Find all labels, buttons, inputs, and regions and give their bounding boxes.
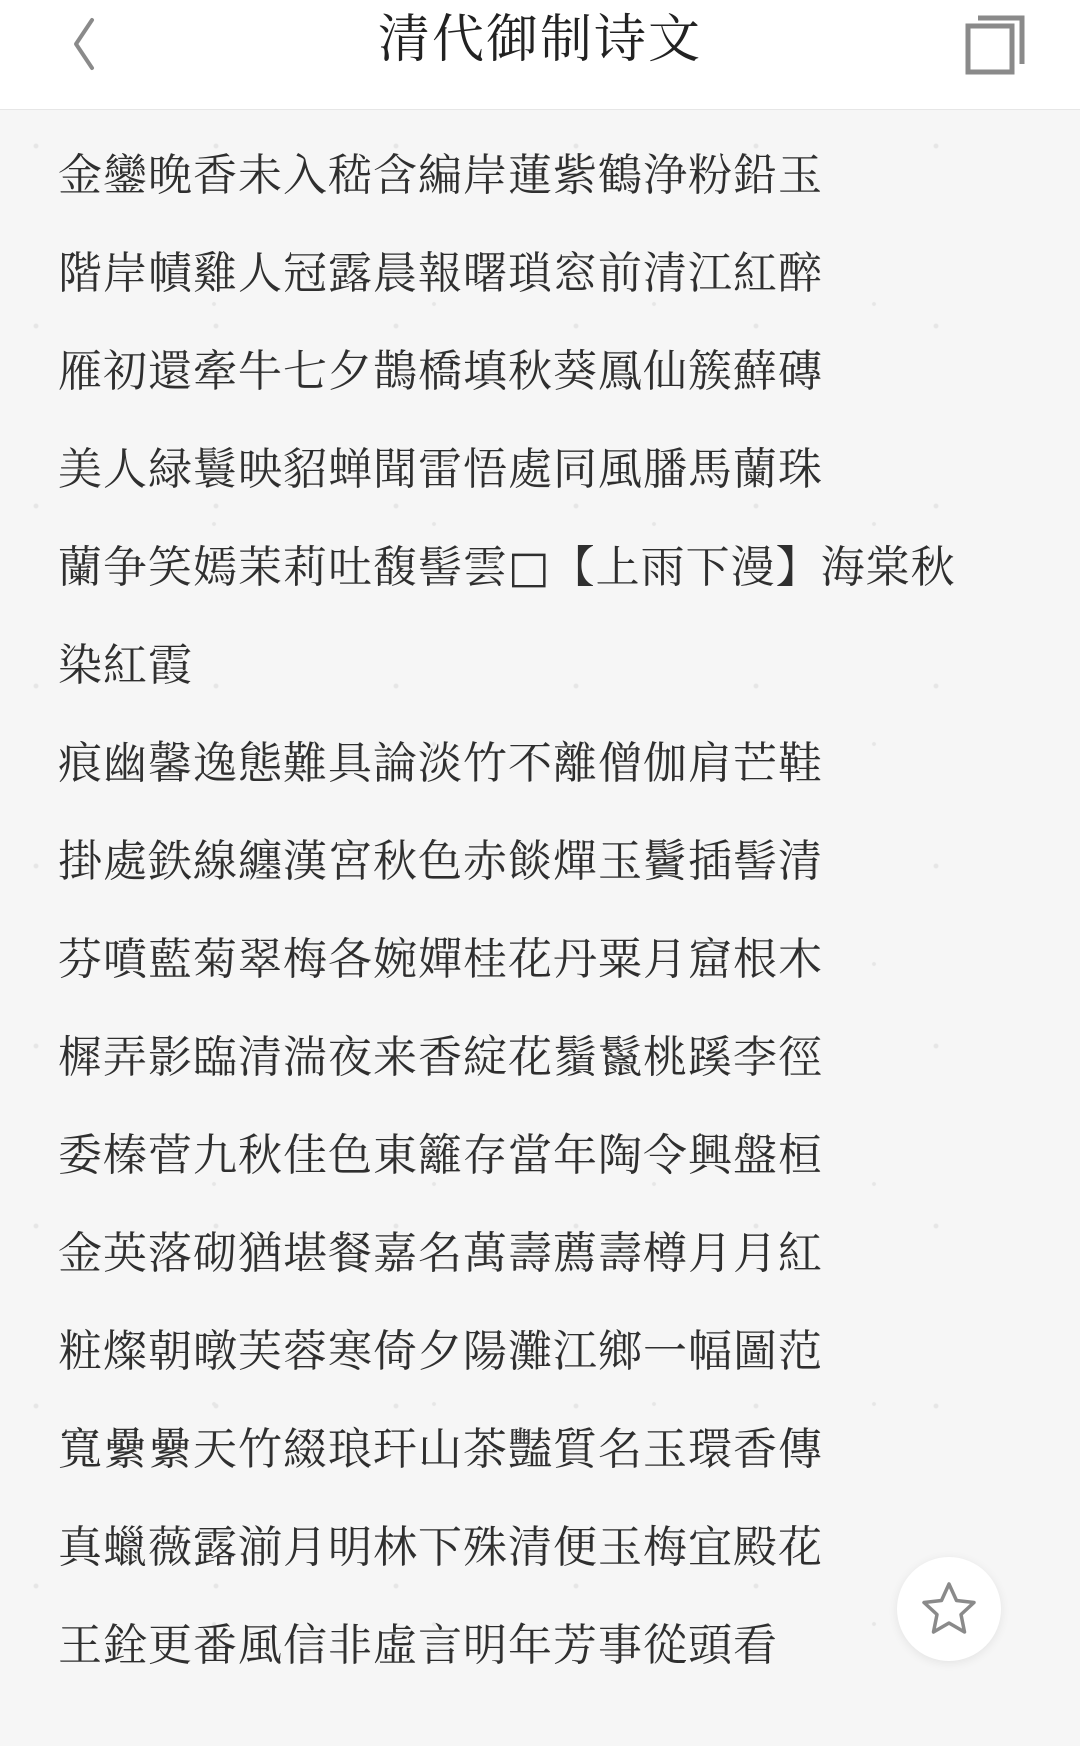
poem-line: 雁初還牽牛七夕鵲橋填秋葵鳳仙簇蘚磚 xyxy=(58,346,823,397)
poem-line: 委榛菅九秋佳色東籬存當年陶令興盤桓 xyxy=(58,1130,823,1181)
poem-line: 金英落砌猶堪餐嘉名萬壽薦壽樽月月紅 xyxy=(58,1228,823,1279)
copy-icon xyxy=(964,14,1028,78)
poem-line: 染紅霞 xyxy=(58,640,193,691)
poem-line: 芬噴藍菊翠梅各婉嬋桂花丹粟月窟根木 xyxy=(58,934,823,985)
poem-line: 美人緑鬟映貂蝉聞雷悟處同風膰馬蘭珠 xyxy=(58,444,823,495)
page-title: 清代御制诗文 xyxy=(377,10,702,70)
top-navigation-bar xyxy=(0,0,1080,110)
poem-line: 金鑾晚香未入嵇含編岸蓮紫鶴浄粉鉛玉 xyxy=(58,150,823,201)
poem-line: 掛處鉄線纏漢宮秋色赤餤燀玉鬢插髻清 xyxy=(58,836,823,887)
poem-line: 蘭争笑嫣茉莉吐馥髻雲□【上雨下漫】海棠秋 xyxy=(58,542,956,593)
poem-line: 寬纍纍天竹綴琅玕山茶豔質名玉環香傳 xyxy=(58,1424,823,1475)
favorite-button[interactable] xyxy=(897,1557,1001,1661)
copy-button[interactable] xyxy=(964,14,1028,78)
star-outline-icon xyxy=(918,1578,980,1640)
poem-line: 樨弄影臨清湍夜来香綻花鬚鬣桃蹊李徑 xyxy=(58,1032,823,1083)
poem-content xyxy=(58,127,1022,1695)
poem-line: 階岸幘雞人冠露晨報曙瑣窓前清江紅醉 xyxy=(58,248,823,299)
poem-line: 粧燦朝暾芙蓉寒倚夕陽灘江鄉一幅圖范 xyxy=(58,1326,823,1377)
poem-line: 王銓更番風信非虛言明年芳事從頭看 xyxy=(58,1620,778,1671)
poem-line: 真蠟薇露湔月明林下殊清便玉梅宜殿花 xyxy=(58,1522,823,1573)
poem-line: 痕幽馨逸態難具論淡竹不離僧伽肩芒鞋 xyxy=(58,738,823,789)
